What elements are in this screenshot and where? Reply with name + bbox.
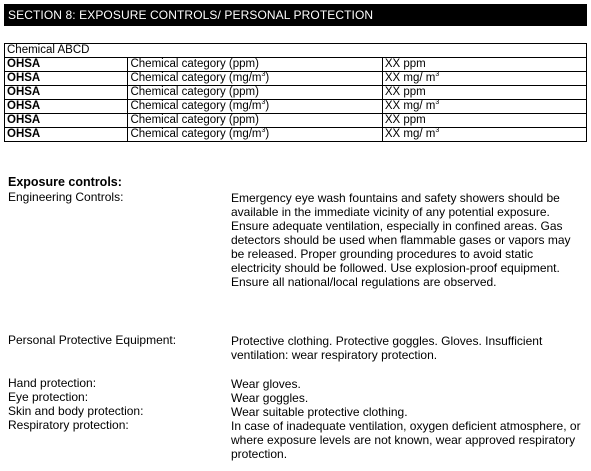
- category-cell: Chemical category (ppm): [128, 58, 382, 72]
- eye-protection-label: Eye protection:: [8, 390, 89, 404]
- engineering-controls-label: Engineering Controls:: [8, 190, 124, 204]
- section-header: SECTION 8: EXPOSURE CONTROLS/ PERSONAL PROTECTION: [4, 4, 587, 26]
- category-cell: Chemical category (ppm): [128, 86, 382, 100]
- category-cell: Chemical category $(mg/m^3)$: [128, 100, 382, 114]
- limit-value-cell: XX ppm: [382, 58, 586, 72]
- table-row: [5, 114, 587, 128]
- table-row: [5, 128, 587, 142]
- exposure-limits-table: [4, 43, 587, 142]
- org-cell: OHSA: [5, 58, 128, 72]
- org-cell: OHSA: [5, 100, 128, 114]
- org-cell: OHSA: [5, 128, 128, 142]
- respiratory-protection-label: Respiratory protection:: [8, 418, 129, 432]
- skin-protection-text: Wear suitable protective clothing.: [231, 405, 408, 419]
- category-cell: Chemical category $(mg/m^3)$: [128, 72, 382, 86]
- org-cell: OHSA: [5, 72, 128, 86]
- hand-protection-text: Wear gloves.: [231, 377, 301, 391]
- limit-value-cell: XX mg/ $m^3$: [382, 72, 586, 86]
- exposure-controls-heading: Exposure controls:: [8, 175, 122, 189]
- hand-protection-label: Hand protection:: [8, 376, 97, 390]
- table-row: [5, 100, 587, 114]
- table-row: [5, 86, 587, 100]
- ppe-text: Protective clothing. Protective goggles. Gloves. Insufficient ventilation: wear respiratory protection.: [231, 334, 543, 362]
- table-row: [5, 72, 587, 86]
- limit-value-cell: XX mg/ $m^3$: [382, 128, 586, 142]
- table-header-row: [5, 44, 587, 58]
- table-header-cell: Chemical ABCD: [5, 44, 587, 58]
- ppe-label: Personal Protective Equipment:: [8, 333, 177, 347]
- respiratory-protection-text: In case of inadequate ventilation, oxygen deficient atmosphere, or where exposure levels are not known, wear approved respiratory protection.: [231, 419, 581, 461]
- org-cell: OHSA: [5, 86, 128, 100]
- category-cell: Chemical category $(mg/m^3)$: [128, 128, 382, 142]
- limit-value-cell: XX mg/ $m^3$: [382, 100, 586, 114]
- org-cell: OHSA: [5, 114, 128, 128]
- eye-protection-text: Wear goggles.: [231, 391, 309, 405]
- category-cell: Chemical category (ppm): [128, 114, 382, 128]
- table-row: [5, 58, 587, 72]
- limit-value-cell: XX ppm: [382, 86, 586, 100]
- skin-protection-label: Skin and body protection:: [8, 404, 144, 418]
- engineering-controls-text: Emergency eye wash fountains and safety showers should be available in the immediate vicinity of any potential exposure. Ensure adequate ventilation, especially in confined areas. Gas detectors should be used when flammable gases or vapors may be released. Proper grounding procedures to avoid static electricity should be followed. Use explosion-proof equipment. Ensure all national/local regulations are observed.: [231, 191, 571, 289]
- limit-value-cell: XX ppm: [382, 114, 586, 128]
